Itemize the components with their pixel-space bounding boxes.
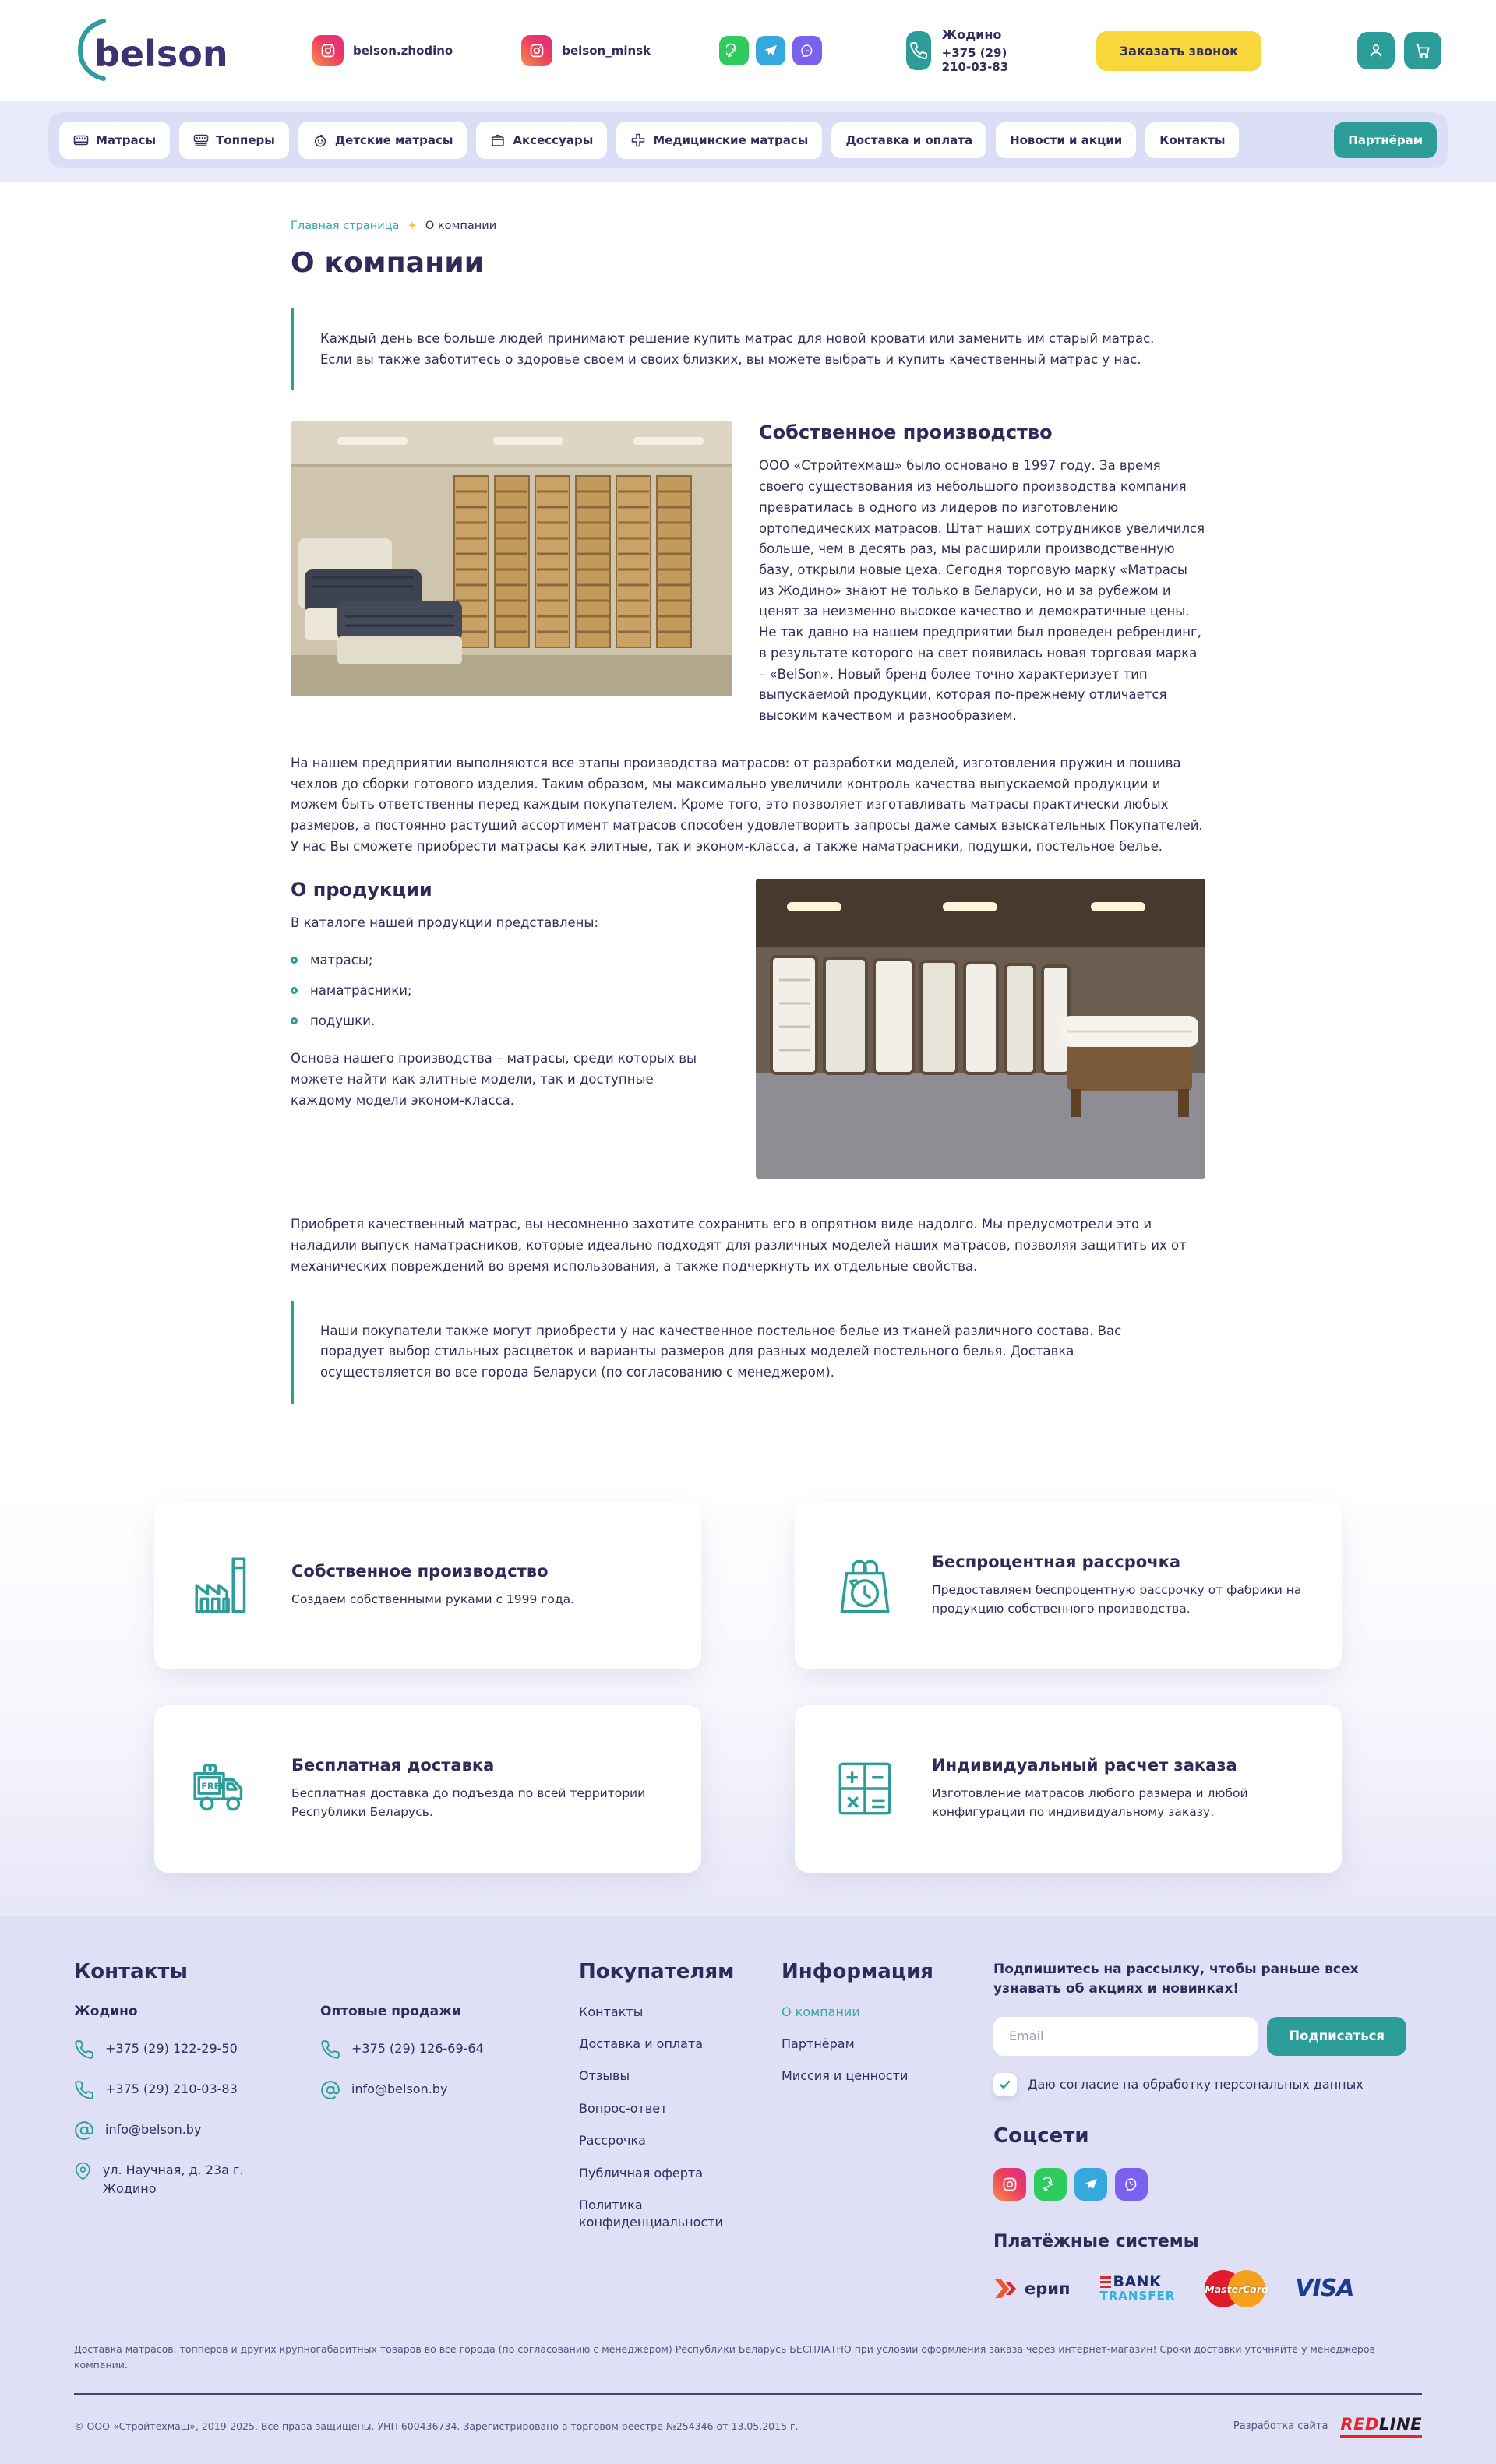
instagram-icon (312, 35, 344, 66)
footer-link-offer[interactable]: Публичная оферта (579, 2165, 704, 2180)
footer-contacts (74, 1960, 579, 2307)
footer-subscribe (993, 1960, 1406, 2307)
feature-card-custom-order: Индивидуальный расчет заказа Изготовление матрасов любого размера и любой конфигурации по индивидуальному заказу. (795, 1705, 1342, 1873)
paragraph-covers: Приобретя качественный матрас, вы несомненно захотите сохранить его в опрятном виде надолго. Мы предусмотрели это и наладили выпуск наматрасников, которые идеально подходят для различных моделей наших матрасов, позволяя защитить их от механических повреждений во время использования, а также подчеркнуть их отдельные свойства. (291, 1217, 1187, 1274)
telegram-icon[interactable] (1074, 2168, 1107, 2201)
at-icon (320, 2080, 340, 2100)
instagram-handle: belson.zhodino (353, 44, 453, 58)
visa-logo: VISA (1295, 2275, 1354, 2303)
intro-quote: Каждый день все больше людей принимают решение купить матрас для новой кровати или заменить им старый матрас. Если вы также заботитесь о здоровье своем и своих близких, вы можете выбрать и купить качественный матрас у нас. (291, 308, 1205, 390)
phone-icon (74, 2039, 94, 2060)
main-content (291, 218, 1205, 1404)
footer-link-mission[interactable]: Миссия и ценности (782, 2068, 909, 2084)
phone-icon (906, 31, 931, 70)
footer-buyers-column (579, 1960, 782, 2307)
email-link[interactable]: info@belson.by (320, 2080, 484, 2100)
wholesale-heading: Оптовые продажи (320, 2003, 461, 2019)
erip-logo: ерип (993, 2278, 1071, 2300)
instagram-icon[interactable] (993, 2168, 1026, 2201)
footer-info-column (782, 1960, 993, 2307)
nav-item-partners[interactable]: Партнёрам (1334, 122, 1437, 158)
instagram-link-minsk[interactable] (521, 35, 651, 66)
logo-text: belson (94, 33, 228, 75)
payment-systems (993, 2270, 1406, 2307)
bullet-icon (291, 1017, 298, 1024)
footer-link-delivery[interactable]: Доставка и оплата (579, 2036, 704, 2052)
user-icon (1367, 42, 1385, 59)
redline-logo[interactable]: REDLINE (1340, 2415, 1422, 2438)
phone-icon (320, 2039, 340, 2060)
svg-text:FREE: FREE (201, 1782, 227, 1792)
section-text: ООО «Стройтехмаш» было основано в 1997 году. За время своего существования из небольшого производства компания превратилась в одного из лидеров по изготовлению ортопедических матрасов. Штат наших сотрудников увеличился больше, чем в десять раз, мы расширили производственную базу, открыли новые цеха. Сегодня торговую марку «Матрасы из Жодино» знают не только в Беларуси, но и за рубежом и ценят за неизменно высокое качество и демократичные цены. Не так давно на нашем предприятии был проведен ребрендинг, в результате которого на свет появилась новая торговая марка – «BelSon». Новый бренд более точно характеризует тип выпускаемой продукции, которая по-прежнему отличается высоким качеством и разнообразием. (759, 458, 1205, 724)
header-phone-block (906, 27, 1028, 74)
nav-item-delivery[interactable]: Доставка и оплата (831, 122, 986, 158)
viber-icon[interactable] (1115, 2168, 1148, 2201)
info-heading: Информация (782, 1959, 933, 1983)
whatsapp-icon[interactable] (1034, 2168, 1067, 2201)
products-section (291, 879, 1205, 1179)
buyers-heading: Покупателям (579, 1959, 735, 1983)
bag-clock-icon (829, 1549, 901, 1621)
bullet-icon (291, 987, 298, 994)
baby-icon (312, 132, 328, 148)
consent-checkbox[interactable] (993, 2073, 1017, 2096)
paragraph-production-stages: На нашем предприятии выполняются все этапы производства матрасов: от разработки моделей, изготовления пружин и пошива чехлов до сборки готового изделия. Таким образом, мы максимально увеличили контроль качества выпускаемой продукции и можем быть ответственны перед каждым покупателем. Кроме того, это позволяет изготавливать матрасы практически любых размеров, а постоянно растущий ассортимент матрасов способен удовлетворить запросы даже самых взыскательных Покупателей. У нас Вы сможете приобрести матрасы как элитные, так и эконом-класса, а также наматрасники, подушки, постельное белье. (291, 755, 1203, 854)
footer-bottom (74, 2395, 1422, 2464)
instagram-link-zhodino[interactable] (312, 35, 453, 66)
footer (0, 1916, 1496, 2464)
footer-socials (993, 2168, 1406, 2201)
developer-label: Разработка сайта (1233, 2420, 1328, 2432)
catalog-intro: В каталоге нашей продукции представлены: (291, 915, 599, 931)
bullet-icon (291, 957, 298, 964)
consent-label: Даю согласие на обработку персональных данных (1028, 2077, 1364, 2092)
factory-icon (189, 1549, 260, 1621)
email-link[interactable]: info@belson.by (74, 2120, 277, 2141)
list-item: наматрасники; (291, 983, 729, 998)
payments-heading: Платёжные системы (993, 2231, 1199, 2251)
list-item: матрасы; (291, 953, 729, 968)
footer-link-partners[interactable]: Партнёрам (782, 2036, 855, 2052)
nav-item-mattresses[interactable]: Матрасы (59, 122, 170, 159)
phone-link[interactable]: +375 (29) 210-03-83 (74, 2080, 277, 2100)
messenger-links (719, 36, 822, 65)
nav-item-accessories[interactable]: Аксессуары (476, 122, 607, 159)
delivery-note: Доставка матрасов, топперов и других крупногабаритных товаров во все города (по согласованию с менеджером) Республики Беларусь БЕСПЛАТНО при условии оформления заказа через интернет-магазин! Сроки доставки уточняйте у менеджеров компании. (74, 2342, 1375, 2371)
header (0, 0, 1496, 101)
instagram-handle: belson_minsk (562, 44, 651, 58)
nav-item-news[interactable]: Новости и акции (996, 122, 1136, 158)
viber-icon[interactable] (792, 36, 822, 65)
footer-link-reviews[interactable]: Отзывы (579, 2068, 630, 2084)
phone-link[interactable]: +375 (29) 126-69-64 (320, 2039, 484, 2060)
phone-icon (74, 2080, 94, 2100)
showroom-photo (756, 879, 1205, 1179)
subscribe-heading: Подпишитесь на рассылку, чтобы раньше всех узнавать об акциях и новинках! (993, 1961, 1359, 1997)
city-heading: Жодино (74, 2003, 138, 2019)
account-button[interactable] (1357, 32, 1395, 69)
map-pin-icon (74, 2161, 92, 2181)
topper-icon (193, 132, 209, 148)
medical-cross-icon (630, 132, 646, 148)
footer-link-contacts[interactable]: Контакты (579, 2004, 644, 2019)
copyright: © ООО «Стройтехмаш», 2019-2025. Все права защищены. УНП 600436734. Зарегистрировано в торговом реестре №254346 от 13.05.2015 г. (74, 2420, 799, 2432)
breadcrumb-star-icon: ✦ (407, 218, 418, 233)
header-phone-number[interactable]: +375 (29) 210-03-83 (941, 46, 1009, 74)
catalog-outro: Основа нашего производства – матрасы, среди которых вы можете найти как элитные модели, так и доступные каждому модели эконом-класса. (291, 1051, 697, 1108)
contacts-heading: Контакты (74, 1959, 188, 1983)
nav-item-toppers[interactable]: Топперы (179, 122, 289, 159)
bank-bars-icon (1100, 2276, 1111, 2289)
cart-icon (1414, 42, 1431, 59)
at-icon (74, 2120, 94, 2141)
bank-transfer-logo: BANK TRANSFER (1099, 2273, 1176, 2304)
telegram-icon[interactable] (756, 36, 785, 65)
nav-item-medical-mattresses[interactable]: Медицинские матрасы (616, 122, 822, 159)
footer-link-privacy[interactable]: Политика конфиденциальности (579, 2198, 723, 2230)
check-icon (999, 2078, 1011, 2091)
erip-chevron-icon (993, 2278, 1020, 2300)
email-input[interactable] (993, 2017, 1258, 2056)
list-item: подушки. (291, 1013, 729, 1028)
nav-container (48, 112, 1448, 168)
footer-link-about[interactable]: О компании (782, 2004, 860, 2019)
cart-button[interactable] (1404, 32, 1441, 69)
subscribe-button[interactable]: Подписаться (1267, 2017, 1406, 2056)
phone-link[interactable]: +375 (29) 122-29-50 (74, 2039, 277, 2060)
footer-link-faq[interactable]: Вопрос-ответ (579, 2100, 668, 2116)
header-city: Жодино (941, 27, 1002, 42)
breadcrumb (291, 218, 1205, 233)
mastercard-logo: MasterCard (1205, 2270, 1265, 2307)
social-heading: Соцсети (993, 2124, 1089, 2148)
order-call-button[interactable]: Заказать звонок (1096, 31, 1261, 71)
nav-item-kids-mattresses[interactable]: Детские матрасы (298, 122, 468, 159)
main-navigation (0, 101, 1496, 182)
product-list (291, 953, 729, 1028)
calculator-icon (829, 1753, 901, 1824)
production-photo (291, 421, 732, 696)
feature-card-delivery: FREE Бесплатная доставка Бесплатная доставка до подъезда по всей территории Республики Беларусь. (154, 1705, 701, 1873)
section-heading: О продукции (291, 879, 432, 901)
belson-logo[interactable] (74, 15, 236, 86)
header-actions (1357, 32, 1441, 69)
instagram-icon (521, 35, 552, 66)
features-grid (154, 1502, 1342, 1873)
production-section (291, 421, 1205, 726)
nav-item-contacts[interactable]: Контакты (1145, 122, 1239, 158)
breadcrumb-home-link[interactable]: Главная страница (291, 219, 400, 232)
section-heading: Собственное производство (759, 421, 1053, 444)
free-delivery-truck-icon (189, 1753, 260, 1824)
address: ул. Научная, д. 23а г. Жодино (74, 2161, 277, 2198)
accessories-icon (490, 132, 506, 148)
page-title: О компании (291, 247, 485, 279)
features-band (0, 1497, 1496, 1916)
mattress-icon (73, 132, 89, 148)
breadcrumb-current: О компании (425, 219, 497, 232)
feature-card-production: Собственное производство Создаем собственными руками с 1999 года. (154, 1502, 701, 1669)
feature-card-installment: Беспроцентная рассрочка Предоставляем беспроцентную рассрочку от фабрики на продукцию собственного производства. (795, 1502, 1342, 1669)
bedding-quote: Наши покупатели также могут приобрести у нас качественное постельное белье из тканей различного состава. Вас порадует выбор стильных расцветок и варианты размеров для разных моделей постельного белья. Доставка осуществляется во все города Беларуси (по согласованию с менеджером). (291, 1301, 1205, 1404)
footer-link-installment[interactable]: Рассрочка (579, 2133, 646, 2149)
whatsapp-icon[interactable] (719, 36, 749, 65)
